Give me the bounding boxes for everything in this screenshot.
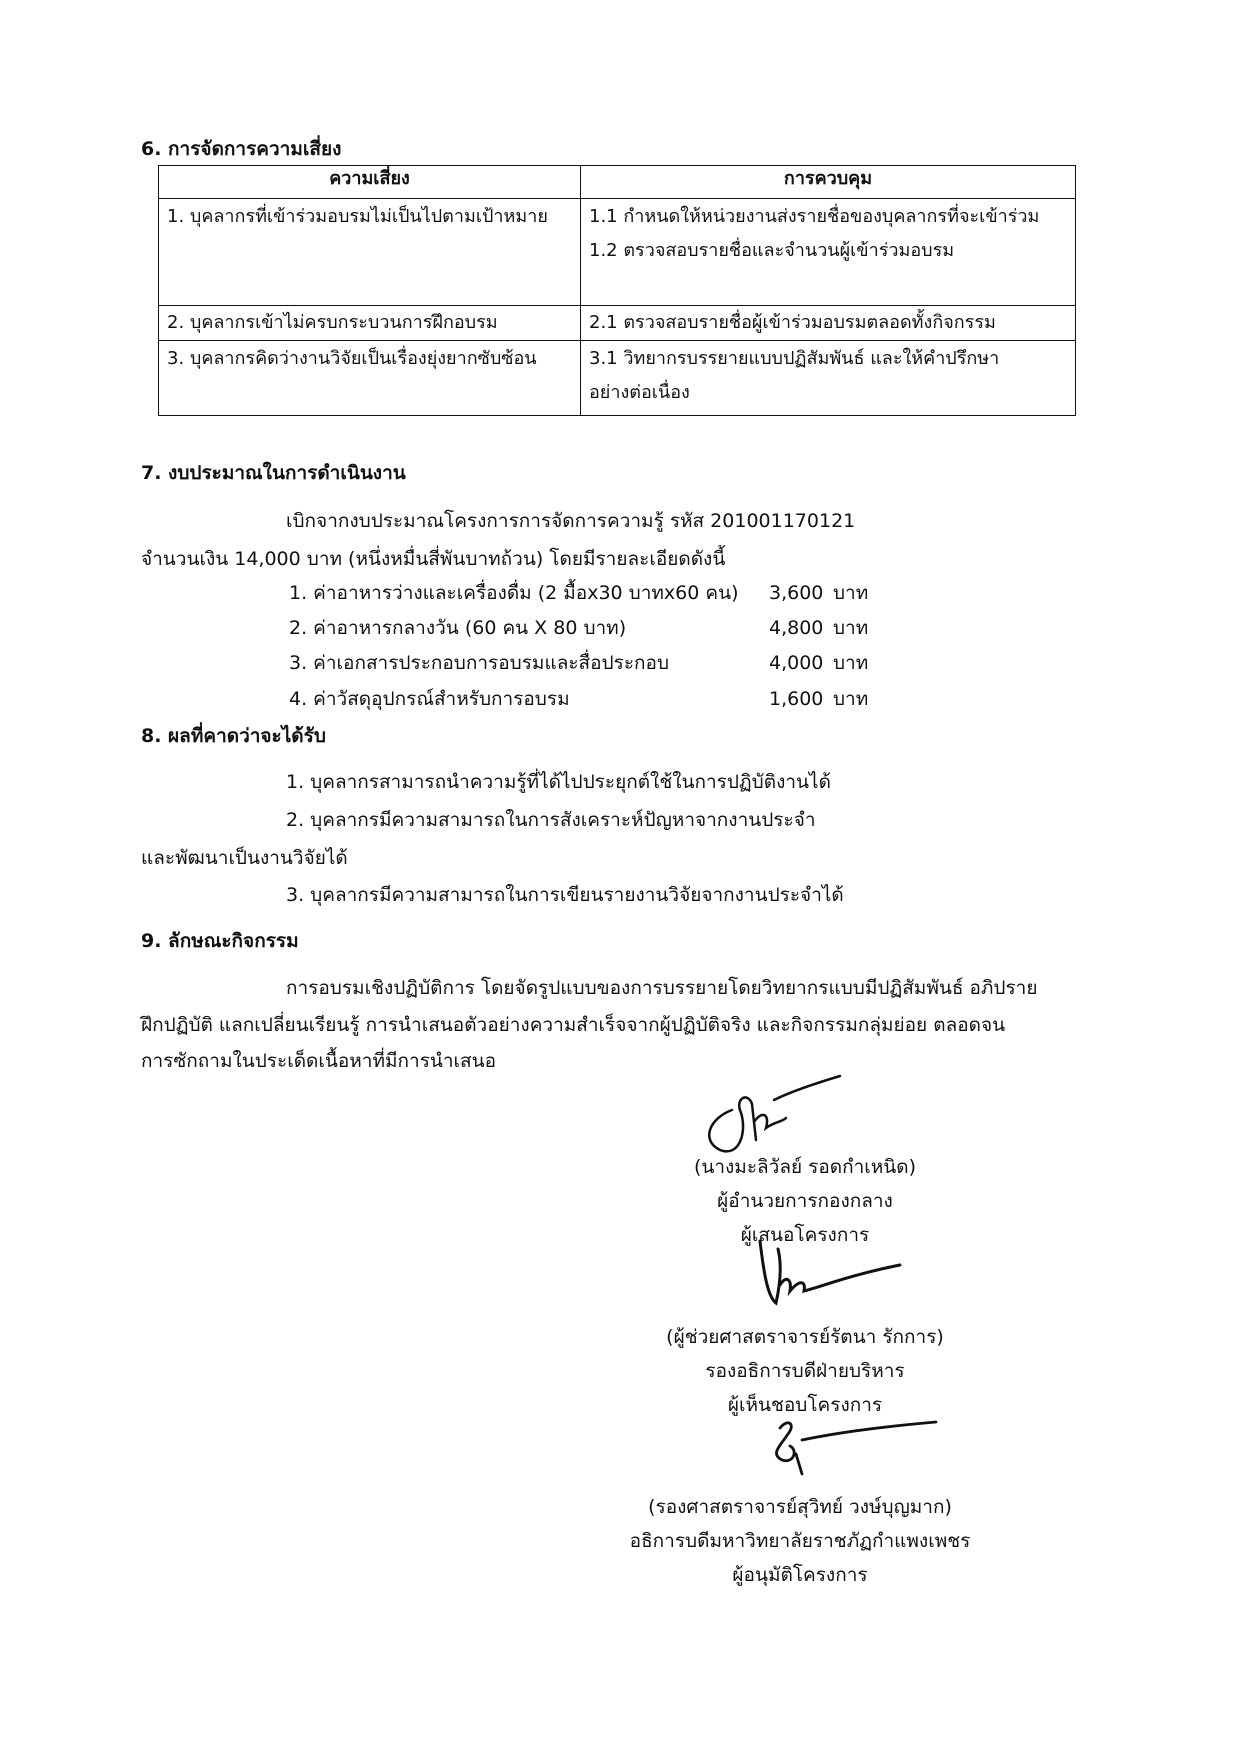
activity-line: ฝึกปฏิบัติ แลกเปลี่ยนเรียนรู้ การนำเสนอตัวอย่างความสำเร็จจากผู้ปฏิบัติจริง และกิจกรรมกลุ่มย่อย ตลอดจน: [141, 1014, 1006, 1036]
signatory-name: (ผู้ช่วยศาสตราจารย์รัตนา รักการ): [666, 1326, 944, 1348]
expected-result-line: และพัฒนาเป็นงานวิจัยได้: [141, 847, 348, 869]
signatory-2: [595, 1320, 1015, 1422]
signatory-position: อธิการบดีมหาวิทยาลัยราชภัฏกำแพงเพชร: [629, 1530, 971, 1552]
signature-1-image: [690, 1070, 860, 1160]
signature-2-image: [720, 1235, 920, 1315]
activity-line: การซักถามในประเด็ดเนื้อหาที่มีการนำเสนอ: [141, 1050, 497, 1072]
budget-item: 2. ค่าอาหารกลางวัน (60 คน X 80 บาท) 4,800 บาท: [289, 617, 869, 639]
signatory-name: (นางมะลิวัลย์ รอดกำเหนิด): [693, 1156, 917, 1178]
table-row: [159, 341, 1076, 416]
section8-heading: 8. ผลที่คาดว่าจะได้รับ: [141, 725, 326, 747]
table-row: [159, 306, 1076, 341]
signatory-position: รองอธิการบดีฝ่ายบริหาร: [705, 1360, 905, 1382]
signature-3-image: [740, 1410, 940, 1480]
risk-table-header: [159, 166, 1076, 199]
section9-heading: 9. ลักษณะกิจกรรม: [141, 930, 299, 952]
budget-source-line: เบิกจากงบประมาณโครงการการจัดการความรู้ รหัส 201001170121: [286, 510, 856, 532]
signatory-position: ผู้อำนวยการกองกลาง: [717, 1190, 893, 1212]
risk-cell: 2. บุคลากรเข้าไม่ครบกระบวนการฝึกอบรม: [159, 306, 581, 341]
risk-cell: 3. บุคลากรคิดว่างานวิจัยเป็นเรื่องยุ่งยากซับซ้อน: [159, 341, 581, 416]
budget-item: 3. ค่าเอกสารประกอบการอบรมและสื่อประกอบ 4,000 บาท: [289, 652, 869, 674]
budget-amount-line: จำนวนเงิน 14,000 บาท (หนึ่งหมื่นสี่พันบาทถ้วน) โดยมีรายละเอียดดังนี้: [141, 548, 726, 570]
risk-header: ความเสี่ยง: [159, 166, 581, 199]
control-cell: 1.1 กำหนดให้หน่วยงานส่งรายชื่อของบุคลากรที่จะเข้าร่วม 1.2 ตรวจสอบรายชื่อและจำนวนผู้เข้าร่วมอบรม: [581, 199, 1076, 306]
signatory-role: ผู้อนุมัติโครงการ: [732, 1564, 868, 1586]
activity-line: การอบรมเชิงปฏิบัติการ โดยจัดรูปแบบของการบรรยายโดยวิทยากรแบบมีปฏิสัมพันธ์ อภิปราย: [286, 977, 1038, 999]
control-cell: 3.1 วิทยากรบรรยายแบบปฏิสัมพันธ์ และให้คำปรึกษา อย่างต่อเนื่อง: [581, 341, 1076, 416]
signatory-3: [560, 1490, 1040, 1592]
section7-heading: 7. งบประมาณในการดำเนินงาน: [141, 462, 406, 484]
budget-item: 4. ค่าวัสดุอุปกรณ์สำหรับการอบรม 1,600 บาท: [289, 688, 869, 710]
expected-result-line: 3. บุคลากรมีความสามารถในการเขียนรายงานวิจัยจากงานประจำได้: [286, 884, 844, 906]
risk-table: [158, 165, 1076, 416]
budget-item: 1. ค่าอาหารว่างและเครื่องดื่ม (2 มื้อx30 บาทx60 คน) 3,600 บาท: [289, 582, 869, 604]
expected-result-line: 2. บุคลากรมีความสามารถในการสังเคราะห์ปัญหาจากงานประจำ: [286, 809, 816, 831]
signatory-name: (รองศาสตราจารย์สุวิทย์ วงษ์บุญมาก): [648, 1496, 952, 1518]
table-row: [159, 199, 1076, 306]
control-header: การควบคุม: [581, 166, 1076, 199]
section6-heading: 6. การจัดการความเสี่ยง: [141, 138, 342, 160]
signatory-role: ผู้เห็นชอบโครงการ: [727, 1394, 883, 1416]
signatory-role: ผู้เสนอโครงการ: [740, 1224, 870, 1246]
control-cell: 2.1 ตรวจสอบรายชื่อผู้เข้าร่วมอบรมตลอดทั้งกิจกรรม: [581, 306, 1076, 341]
risk-cell: 1. บุคลากรที่เข้าร่วมอบรมไม่เป็นไปตามเป้าหมาย: [159, 199, 581, 306]
expected-result-line: 1. บุคลากรสามารถนำความรู้ที่ได้ไปประยุกต์ใช้ในการปฏิบัติงานได้: [286, 771, 831, 793]
